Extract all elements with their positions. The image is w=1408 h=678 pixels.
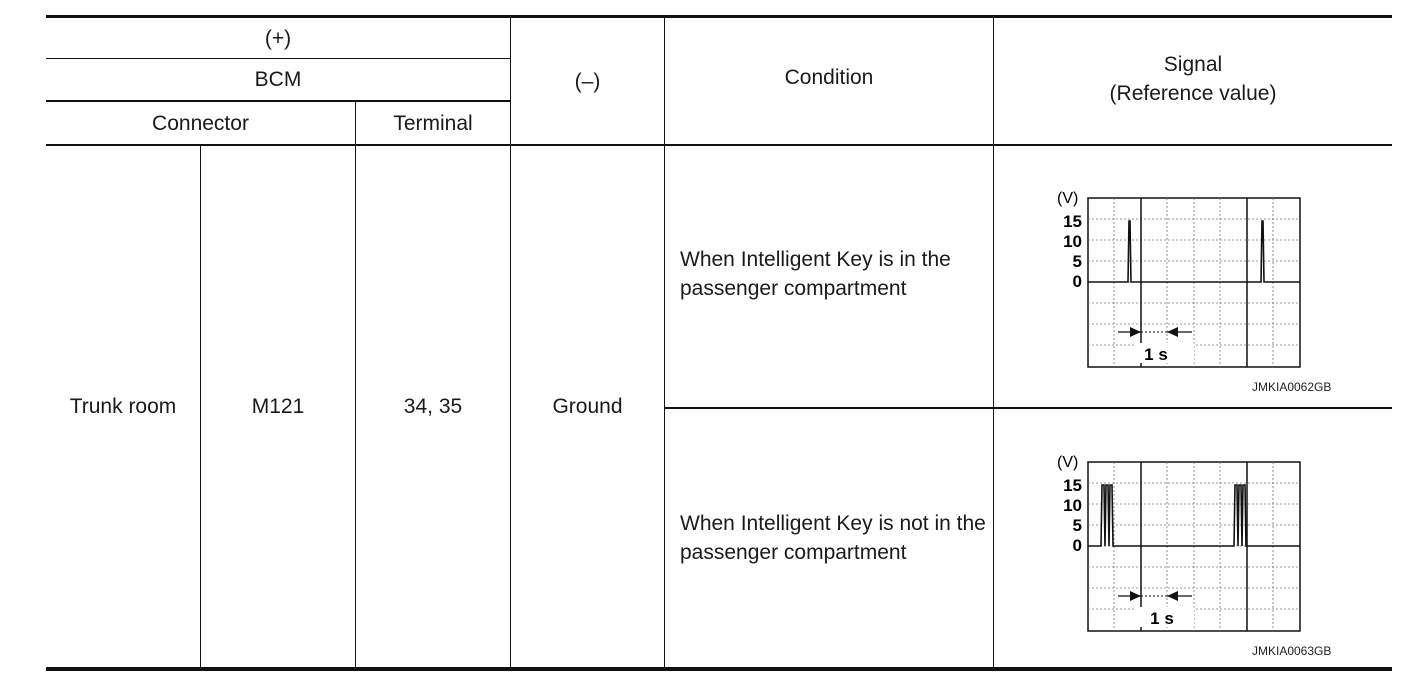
row-location: Trunk room — [69, 394, 177, 418]
figure-id-1: JMKIA0062GB — [1252, 380, 1332, 394]
waveform-figure-1 — [1040, 185, 1340, 375]
row-terminal: 34, 35 — [403, 394, 463, 418]
row-ground: Ground — [552, 394, 623, 418]
ytick-0-1: 0 — [1072, 272, 1082, 291]
ytick-5-2: 5 — [1072, 516, 1082, 535]
unit-label-2: (V) — [1057, 454, 1079, 471]
condition-not-in-compartment: When Intelligent Key is not in the passenger compartment — [680, 512, 986, 564]
header-connector: Connector — [152, 111, 249, 135]
time-label-1: 1 s — [1144, 345, 1168, 364]
header-terminal: Terminal — [393, 111, 473, 135]
ytick-15-2: 15 — [1063, 476, 1082, 495]
header-plus: (+) — [264, 26, 292, 50]
header-signal-line1: Signal — [1163, 53, 1223, 76]
ytick-0-2: 0 — [1072, 536, 1082, 555]
header-minus: (–) — [574, 69, 601, 93]
header-bcm: BCM — [254, 68, 302, 91]
ytick-15-1: 15 — [1063, 212, 1082, 231]
row-connector: M121 — [251, 394, 305, 418]
ytick-10-2: 10 — [1063, 496, 1082, 515]
table-bottom-rule — [46, 667, 1392, 671]
ytick-10-1: 10 — [1063, 232, 1082, 251]
header-signal — [994, 18, 1392, 140]
header-condition: Condition — [784, 65, 874, 89]
figure-id-2: JMKIA0063GB — [1252, 644, 1332, 658]
time-label-2: 1 s — [1150, 609, 1174, 628]
row-divider-rule — [664, 407, 1392, 409]
ytick-5-1: 5 — [1072, 252, 1082, 271]
condition-in-compartment: When Intelligent Key is in the passenger compartment — [680, 248, 951, 300]
waveform-figure-2 — [1040, 449, 1340, 639]
header-signal-line2: (Reference value) — [1109, 82, 1277, 105]
unit-label-1: (V) — [1057, 190, 1079, 207]
